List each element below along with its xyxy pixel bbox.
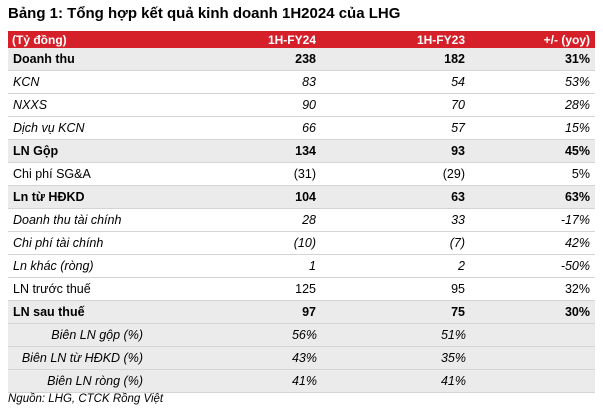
value-1h-fy24: (31) bbox=[293, 167, 316, 181]
value-yoy: 15% bbox=[564, 121, 590, 135]
value-1h-fy24: 28 bbox=[302, 213, 316, 227]
row-label bbox=[8, 351, 231, 365]
table-row bbox=[8, 278, 595, 301]
value-1h-fy23: 182 bbox=[444, 52, 465, 66]
value-yoy: 42% bbox=[564, 236, 590, 250]
value-1h-fy24: 66 bbox=[302, 121, 316, 135]
table-row bbox=[8, 140, 595, 163]
value-yoy: -17% bbox=[560, 213, 590, 227]
value-1h-fy24: 97 bbox=[302, 305, 316, 319]
value-1h-fy23: 75 bbox=[451, 305, 465, 319]
value-yoy: 5% bbox=[571, 167, 590, 181]
financial-table bbox=[8, 31, 595, 393]
value-1h-fy23: 63 bbox=[451, 190, 465, 204]
table-row bbox=[8, 94, 595, 117]
value-1h-fy24: 1 bbox=[309, 259, 316, 273]
table-row bbox=[8, 48, 595, 71]
table-row bbox=[8, 117, 595, 140]
header-1h-fy24: 1H-FY24 bbox=[267, 32, 316, 47]
table-row bbox=[8, 163, 595, 186]
table-row bbox=[8, 71, 595, 94]
value-1h-fy23: (29) bbox=[442, 167, 465, 181]
table-body bbox=[8, 48, 595, 393]
value-yoy: 53% bbox=[564, 75, 590, 89]
source-note: Nguồn: LHG, CTCK Rồng Việt bbox=[8, 393, 164, 405]
value-1h-fy23: 93 bbox=[451, 144, 465, 158]
value-1h-fy23: 54 bbox=[451, 75, 465, 89]
row-label: Doanh thu tài chính bbox=[13, 213, 122, 227]
value-1h-fy24: 125 bbox=[295, 282, 316, 296]
row-label: Ln từ HĐKD bbox=[13, 190, 85, 204]
value-1h-fy23: 35% bbox=[440, 351, 466, 365]
value-1h-fy23: 33 bbox=[451, 213, 465, 227]
table-row bbox=[8, 347, 595, 370]
table-row bbox=[8, 324, 595, 347]
header-1h-fy23: 1H-FY23 bbox=[416, 32, 465, 47]
value-yoy: 63% bbox=[564, 190, 590, 204]
row-label-text: Biên LN từ HĐKD (%) bbox=[21, 351, 143, 365]
value-1h-fy24: 56% bbox=[291, 328, 317, 342]
table-row bbox=[8, 209, 595, 232]
value-1h-fy23: 95 bbox=[451, 282, 465, 296]
value-1h-fy24: 43% bbox=[291, 351, 317, 365]
row-label-text: Biên LN ròng (%) bbox=[47, 374, 143, 388]
row-label: Dịch vụ KCN bbox=[13, 121, 85, 135]
value-1h-fy24: 83 bbox=[302, 75, 316, 89]
table-row bbox=[8, 301, 595, 324]
row-label: Chi phí SG&A bbox=[13, 167, 91, 181]
row-label: NXXS bbox=[13, 98, 48, 112]
value-1h-fy23: 51% bbox=[440, 328, 466, 342]
value-1h-fy24: 238 bbox=[295, 52, 316, 66]
value-yoy: 32% bbox=[564, 282, 590, 296]
table-row bbox=[8, 370, 595, 393]
value-yoy: 31% bbox=[564, 52, 590, 66]
value-yoy: 28% bbox=[564, 98, 590, 112]
row-label: Chi phí tài chính bbox=[13, 236, 104, 250]
row-label: KCN bbox=[13, 75, 40, 89]
value-1h-fy23: (7) bbox=[449, 236, 465, 250]
row-label: Doanh thu bbox=[13, 52, 75, 66]
value-1h-fy24: 134 bbox=[295, 144, 316, 158]
header-unit: (Tỷ đồng) bbox=[12, 32, 67, 47]
table-header bbox=[8, 31, 595, 48]
value-1h-fy23: 2 bbox=[458, 259, 465, 273]
value-1h-fy23: 41% bbox=[440, 374, 466, 388]
row-label: Ln khác (ròng) bbox=[13, 259, 94, 273]
value-1h-fy24: 41% bbox=[291, 374, 317, 388]
value-1h-fy23: 57 bbox=[451, 121, 465, 135]
row-label bbox=[8, 328, 231, 342]
row-label: LN Gộp bbox=[13, 144, 59, 158]
value-1h-fy24: 104 bbox=[295, 190, 316, 204]
row-label: LN sau thuế bbox=[13, 305, 85, 319]
value-yoy: -50% bbox=[560, 259, 590, 273]
value-1h-fy24: (10) bbox=[293, 236, 316, 250]
table-title: Bảng 1: Tổng hợp kết quả kinh doanh 1H2024 của LHG bbox=[8, 5, 401, 22]
value-1h-fy23: 70 bbox=[451, 98, 465, 112]
row-label-text: Biên LN gộp (%) bbox=[51, 328, 143, 342]
value-1h-fy24: 90 bbox=[302, 98, 316, 112]
row-label: LN trước thuế bbox=[13, 282, 91, 296]
row-label bbox=[8, 374, 231, 388]
header-yoy: +/- (yoy) bbox=[543, 32, 590, 47]
table-row bbox=[8, 186, 595, 209]
value-yoy: 45% bbox=[564, 144, 590, 158]
value-yoy: 30% bbox=[564, 305, 590, 319]
table-row bbox=[8, 232, 595, 255]
table-row bbox=[8, 255, 595, 278]
